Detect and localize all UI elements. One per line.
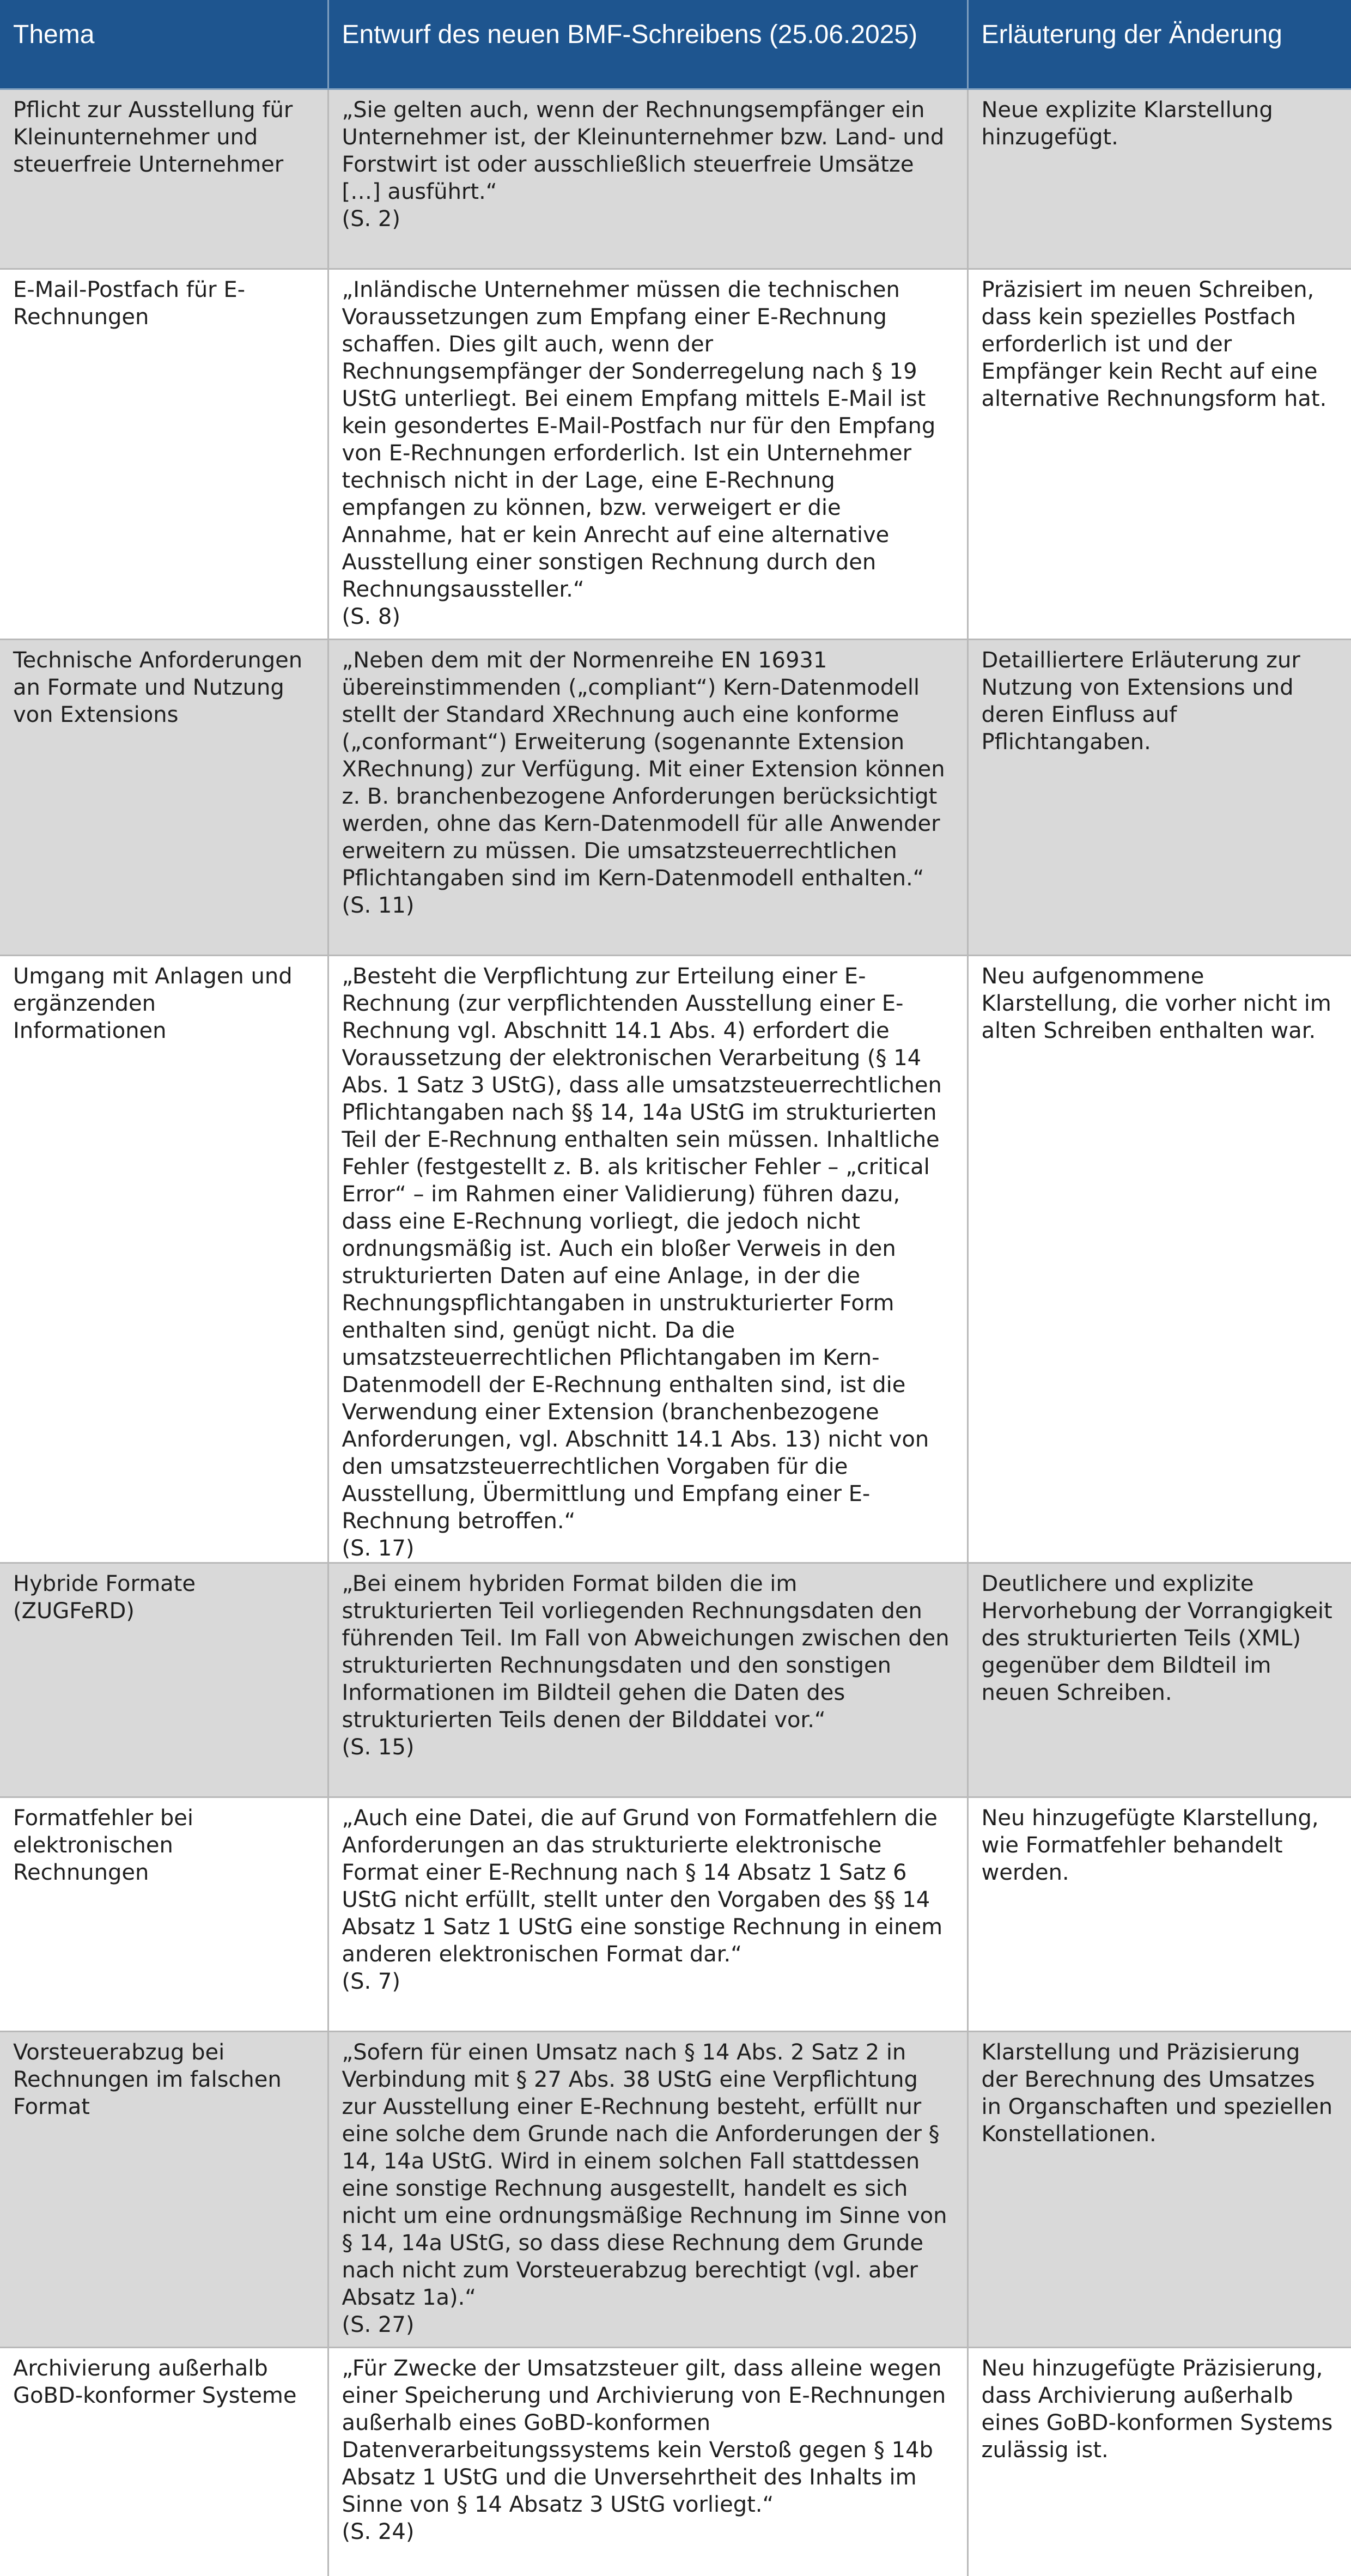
table-row [0, 2347, 1351, 2576]
row-quote: „Sofern für einen Umsatz nach § 14 Abs. 2 Satz 2 in Verbindung mit § 27 Abs. 38 UStG eine Verpflichtung zur Ausstellung einer E-Rechnung besteht, erfüllt nur eine solche dem Grunde nach die Anforderungen der § 14, 14a UStG. Wird in einem solchen Fall stattdessen eine sonstige Rechnung ausgestellt, handelt es sich nicht um eine ordnungsmäßige Rechnung im Sinne von § 14, 14a UStG, so dass diese Rechnung dem Grunde nach nicht zum Vorsteuerabzug berechtigt (vgl. aber Absatz 1a).“ [342, 2039, 947, 2310]
table-row [0, 89, 1351, 269]
row-quote-cell [328, 269, 967, 639]
row-change: Neue explizite Klarstellung hinzugefügt. [967, 89, 1351, 269]
table-row [0, 269, 1351, 639]
row-page-ref: (S. 2) [342, 206, 400, 232]
row-page-ref: (S. 24) [342, 2519, 415, 2544]
row-quote-cell [328, 639, 967, 955]
row-topic: Pflicht zur Ausstellung für Kleinunternehmer und steuerfreie Unternehmer [0, 89, 328, 269]
row-quote: „Für Zwecke der Umsatzsteuer gilt, dass alleine wegen einer Speicherung und Archivierung von E-Rechnungen außerhalb eines GoBD-konformen Datenverarbeitungssystems kein Verstoß gegen § 14b Absatz 1 UStG und die Unversehrtheit des Inhalts im Sinne von § 14 Absatz 3 UStG vorliegt.“ [342, 2355, 946, 2517]
header-row [0, 0, 1351, 89]
header-change: Erläuterung der Änderung [967, 0, 1351, 89]
row-quote: „Sie gelten auch, wenn der Rechnungsempfänger ein Unternehmer ist, der Kleinunternehmer bzw. Land- und Forstwirt ist oder ausschließlich steuerfreie Umsätze […] ausführt.“ [342, 97, 945, 204]
row-quote: „Neben dem mit der Normenreihe EN 16931 übereinstimmenden („compliant“) Kern-Datenmodell stellt der Standard XRechnung auch eine konforme („conformant“) Erweiterung (sogenannte Extension XRechnung) zur Verfügung. Mit einer Extension können z. B. branchenbezogene Anforderungen berücksichtigt werden, ohne das Kern-Datenmodell für alle Anwender erweitern zu müssen. Die umsatzsteuerrechtlichen Pflichtangaben sind im Kern-Datenmodell enthalten.“ [342, 647, 945, 891]
row-page-ref: (S. 17) [342, 1535, 415, 1561]
row-topic: Hybride Formate (ZUGFeRD) [0, 1563, 328, 1797]
table-row [0, 1563, 1351, 1797]
row-change: Neu aufgenommene Klarstellung, die vorher nicht im alten Schreiben enthalten war. [967, 955, 1351, 1563]
table-row [0, 639, 1351, 955]
header-topic: Thema [0, 0, 328, 89]
row-quote-cell [328, 2347, 967, 2576]
row-quote-cell [328, 1797, 967, 2031]
row-quote-cell [328, 2031, 967, 2347]
row-topic: Technische Anforderungen an Formate und Nutzung von Extensions [0, 639, 328, 955]
row-topic: Formatfehler bei elektronischen Rechnungen [0, 1797, 328, 2031]
row-change: Klarstellung und Präzisierung der Berechnung des Umsatzes in Organschaften und speziellen Konstellationen. [967, 2031, 1351, 2347]
table-row [0, 955, 1351, 1563]
row-quote: „Bei einem hybriden Format bilden die im strukturierten Teil vorliegenden Rechnungsdaten den führenden Teil. Im Fall von Abweichungen zwischen den strukturierten Rechnungsdaten und den sonstigen Informationen im Bildteil gehen die Daten des strukturierten Teils denen der Bilddatei vor.“ [342, 1571, 950, 1733]
row-quote: „Inländische Unternehmer müssen die technischen Voraussetzungen zum Empfang einer E-Rechnung schaffen. Dies gilt auch, wenn der Rechnungsempfänger der Sonderregelung nach § 19 UStG unterliegt. Bei einem Empfang mittels E-Mail ist kein gesondertes E-Mail-Postfach nur für den Empfang von E-Rechnungen erforderlich. Ist ein Unternehmer technisch nicht in der Lage, eine E-Rechnung empfangen zu können, bzw. verweigert er die Annahme, hat er kein Anrecht auf eine alternative Ausstellung einer sonstigen Rechnung durch den Rechnungsaussteller.“ [342, 277, 936, 602]
row-change: Detailliertere Erläuterung zur Nutzung von Extensions und deren Einfluss auf Pflichtangaben. [967, 639, 1351, 955]
row-page-ref: (S. 8) [342, 604, 400, 629]
row-quote: „Auch eine Datei, die auf Grund von Formatfehlern die Anforderungen an das strukturierte elektronische Format einer E-Rechnung nach § 14 Absatz 1 Satz 6 UStG nicht erfüllt, stellt unter den Vorgaben des §§ 14 Absatz 1 Satz 1 UStG eine sonstige Rechnung in einem anderen elektronischen Format dar.“ [342, 1805, 943, 1967]
table-row [0, 2031, 1351, 2347]
row-quote-cell [328, 1563, 967, 1797]
row-topic: Archivierung außerhalb GoBD-konformer Systeme [0, 2347, 328, 2576]
row-topic: Vorsteuerabzug bei Rechnungen im falschen Format [0, 2031, 328, 2347]
row-change: Neu hinzugefügte Präzisierung, dass Archivierung außerhalb eines GoBD-konformen Systems zulässig ist. [967, 2347, 1351, 2576]
row-page-ref: (S. 11) [342, 892, 415, 918]
table-row [0, 1797, 1351, 2031]
row-quote-cell [328, 89, 967, 269]
row-quote-cell [328, 955, 967, 1563]
row-change: Neu hinzugefügte Klarstellung, wie Formatfehler behandelt werden. [967, 1797, 1351, 2031]
row-page-ref: (S. 7) [342, 1969, 400, 1994]
row-topic: E-Mail-Postfach für E-Rechnungen [0, 269, 328, 639]
header-draft: Entwurf des neuen BMF-Schreibens (25.06.2025) [328, 0, 967, 89]
row-topic: Umgang mit Anlagen und ergänzenden Informationen [0, 955, 328, 1563]
row-change: Deutlichere und explizite Hervorhebung der Vorrangigkeit des strukturierten Teils (XML) gegenüber dem Bildteil im neuen Schreiben. [967, 1563, 1351, 1797]
row-page-ref: (S. 27) [342, 2312, 415, 2337]
row-page-ref: (S. 15) [342, 1734, 415, 1760]
row-quote: „Besteht die Verpflichtung zur Erteilung einer E-Rechnung (zur verpflichtenden Ausstellung einer E-Rechnung vgl. Abschnitt 14.1 Abs. 4) erfordert die Voraussetzung der elektronischen Verarbeitung (§ 14 Abs. 1 Satz 3 UStG), dass alle umsatzsteuerrechtlichen Pflichtangaben nach §§ 14, 14a UStG im strukturierten Teil der E-Rechnung enthalten sein müssen. Inhaltliche Fehler (festgestellt z. B. als kritischer Fehler – „critical Error“ – im Rahmen einer Validierung) führen dazu, dass eine E-Rechnung vorliegt, die jedoch nicht ordnungsmäßig ist. Auch ein bloßer Verweis in den strukturierten Daten auf eine Anlage, in der die Rechnungspflichtangaben in unstrukturierter Form enthalten sind, genügt nicht. Da die umsatzsteuerrechtlichen Pflichtangaben im Kern-Datenmodell der E-Rechnung enthalten sind, ist die Verwendung einer Extension (branchenbezogene Anforderungen, vgl. Abschnitt 14.1 Abs. 13) nicht von den umsatzsteuerrechtlichen Vorgaben für die Ausstellung, Übermittlung und Empfang einer E-Rechnung betroffen.“ [342, 963, 942, 1534]
row-change: Präzisiert im neuen Schreiben, dass kein spezielles Postfach erforderlich ist und der Empfänger kein Recht auf eine alternative Rechnungsform hat. [967, 269, 1351, 639]
